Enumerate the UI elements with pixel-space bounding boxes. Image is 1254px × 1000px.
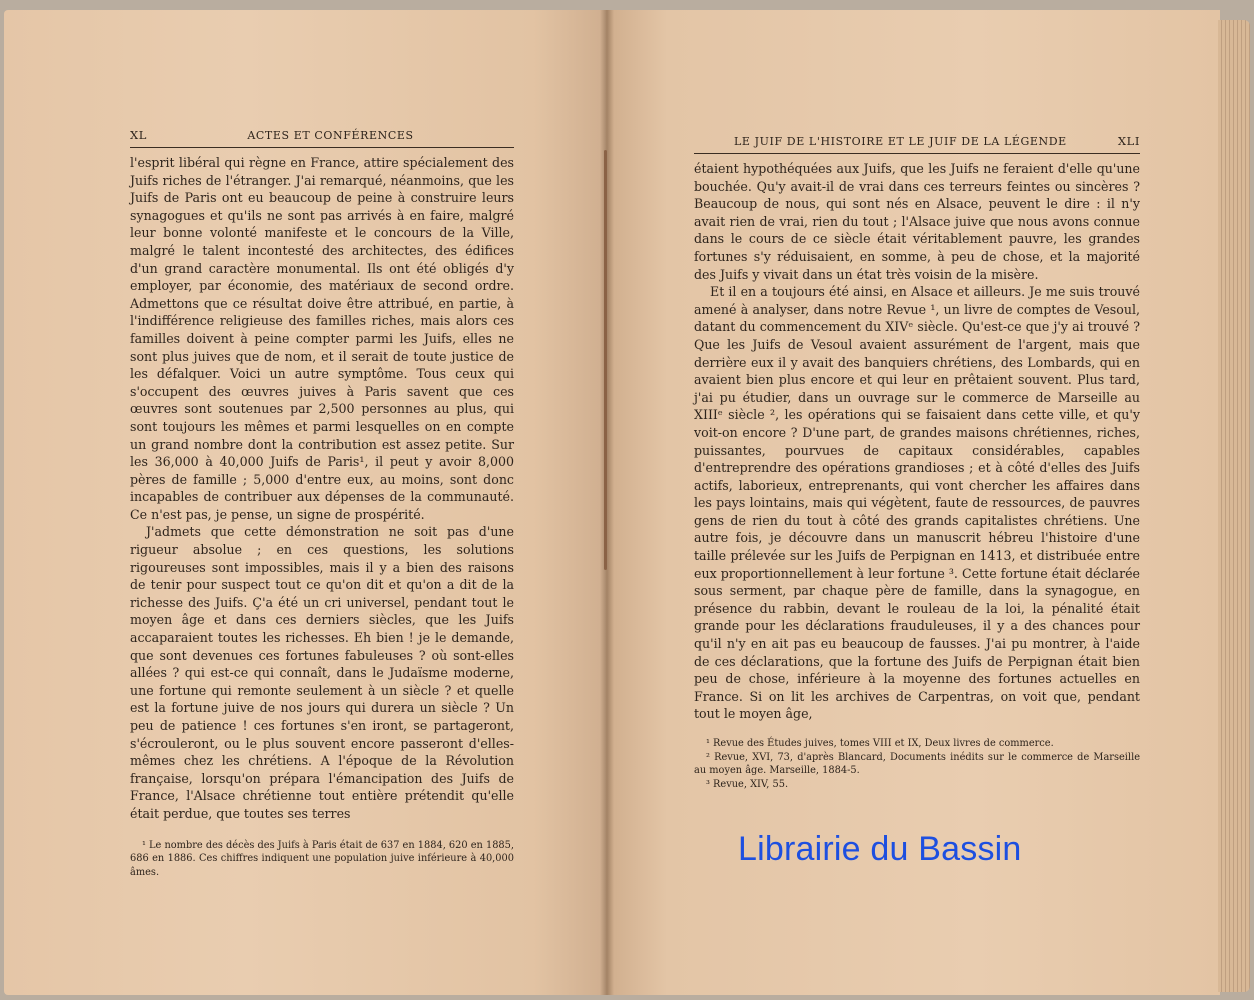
left-footnotes	[130, 839, 514, 880]
left-paragraph-1: l'esprit libéral qui règne en France, attire spécialement des Juifs riches de l'étranger. J'ai remarqué, néanmoins, que les Juifs de Paris ont eu beaucoup de peine à construire leurs synagogues et qu'ils ne sont pas arrivés à en faire, malgré leur bonne volonté manifeste et le concours de la Ville, malgré le talent incontesté des architectes, des édifices d'un grand caractère monumental. Ils ont été obligés d'y employer, par économie, des matériaux de second ordre. Admettons que ce résultat doive être attribué, en partie, à l'indifférence religieuse des familles riches, mais alors ces familles doivent à peine compter parmi les Juifs, elles ne sont plus juives que de nom, et il serait de toute justice de les défalquer. Voici un autre symptôme. Tous ceux qui s'occupent des œuvres juives à Paris savent que ces œuvres sont soutenues par 2,500 personnes au plus, qui sont toujours les mêmes et parmi lesquelles on en compte un grand nombre dont la contribution est assez petite. Sur les 36,000 à 40,000 Juifs de Paris¹, il peut y avoir 8,000 pères de famille ; 5,000 d'entre eux, au moins, sont donc incapables de contribuer aux dépenses de la communauté. Ce n'est pas, je pense, un signe de prospérité.	[130, 155, 514, 522]
binding-thread	[604, 150, 607, 570]
page-edges	[1218, 20, 1250, 992]
right-footnote-3: ³ Revue, XIV, 55.	[706, 778, 789, 790]
right-paragraph-2: Et il en a toujours été ainsi, en Alsace et ailleurs. Je me suis trouvé amené à analyser, dans notre Revue ¹, un livre de comptes de Vesoul, datant du commencement du XIVᵉ siècle. Qu'est-ce que j'y ai trouvé ? Que les Juifs de Vesoul avaient assurément de l'argent, mais que derrière eux il y avait des banquiers chrétiens, des Lombards, qui en avaient bien plus encore et qui leur en prêtaient souvent. Plus tard, j'ai pu étudier, dans un ouvrage sur le commerce de Marseille au XIIIᵉ siècle ², les opérations qui se faisaient dans cette ville, et qu'y voit-on encore ? D'une part, de grandes maisons chrétiennes, riches, puissantes, pourvues de capitaux considérables, capables d'entreprendre des opérations grandioses ; et à côté d'elles des Juifs actifs, laborieux, entreprenants, qui vont chercher les affaires dans les pays lointains, mais qui végètent, faute de ressources, de pauvres gens de rien du tout à côté des grands capitalistes chrétiens. Une autre fois, je découvre dans un manuscrit hébreu l'histoire d'une taille prélevée sur les Juifs de Perpignan en 1413, et distribuée entre eux proportionnellement à leur fortune ³. Cette fortune était déclarée sous serment, par chaque père de famille, dans la synagogue, en présence du rabbin, devant le rouleau de la loi, la pénalité était grande pour les déclarations frauduleuses, il y a des chances pour qu'il n'y en ait pas eu beaucoup de fausses. J'ai pu montrer, à l'aide de ces déclarations, que la fortune des Juifs de Perpignan était bien peu de chose, inférieure à la moyenne des fortunes actuelles en France. Si on lit les archives de Carpentras, on voit que, pendant tout le moyen âge,	[694, 284, 1140, 722]
left-page-number: XL	[130, 128, 148, 142]
right-footnote-2: ² Revue, XVI, 73, d'après Blancard, Documents inédits sur le commerce de Marseille au moyen âge. Marseille, 1884-5.	[694, 751, 1140, 776]
left-page	[4, 10, 606, 995]
book-gutter	[600, 10, 614, 995]
right-page-number: XLI	[1117, 134, 1140, 148]
right-paragraph-1: étaient hypothéquées aux Juifs, que les Juifs ne feraient d'elle qu'une bouchée. Qu'y avait-il de vrai dans ces terreurs feintes ou sincères ? Beaucoup de nous, qui sont nés en Alsace, peuvent le dire : il n'y avait rien de vrai, rien du tout ; l'Alsace juive que nous avons connue dans le cours de ce siècle était véritablement pauvre, les grandes fortunes s'y réduisaient, en somme, à peu de chose, et la majorité des Juifs y vivait dans un état très voisin de la misère.	[694, 161, 1140, 282]
right-page-body	[694, 160, 1140, 723]
left-page-header	[130, 128, 514, 148]
left-page-body	[130, 154, 514, 823]
right-footnotes	[694, 737, 1140, 791]
right-footnote-1: ¹ Revue des Études juives, tomes VIII et IX, Deux livres de commerce.	[706, 738, 1054, 749]
watermark-text: Librairie du Bassin	[738, 830, 1022, 868]
right-running-head: LE JUIF DE L'HISTOIRE ET LE JUIF DE LA LÉGENDE	[734, 135, 1067, 148]
left-running-head: ACTES ET CONFÉRENCES	[247, 129, 414, 142]
left-footnote-1: ¹ Le nombre des décès des Juifs à Paris était de 637 en 1884, 620 en 1885, 686 en 1886. Ces chiffres indiquent une population juive inférieure à 40,000 âmes.	[130, 839, 515, 878]
left-paragraph-2: J'admets que cette démonstration ne soit pas d'une rigueur absolue ; en ces questions, les solutions rigoureuses sont impossibles, mais il y a bien des raisons de tenir pour suspect tout ce qu'on dit et qu'on a dit de la richesse des Juifs. Ç'a été un cri universel, pendant tout le moyen âge et dans ces derniers siècles, que les Juifs accaparaient toutes les richesses. Eh bien ! je le demande, que sont devenues ces fortunes fabuleuses ? où sont-elles allées ? qui est-ce qui connaît, dans le Judaïsme moderne, une fortune qui remonte seulement à un siècle ? et quelle est la fortune juive de nos jours qui durera un siècle ? Un peu de patience ! ces fortunes s'en iront, se partageront, s'écrouleront, ou le plus souvent encore passeront d'elles-mêmes chez les chrétiens. A l'époque de la Révolution française, lorsqu'on prépara l'émancipation des Juifs de France, l'Alsace chrétienne tout entière prétendit qu'elle était perdue, que toutes ses terres	[130, 524, 514, 821]
right-page-header	[694, 134, 1140, 154]
